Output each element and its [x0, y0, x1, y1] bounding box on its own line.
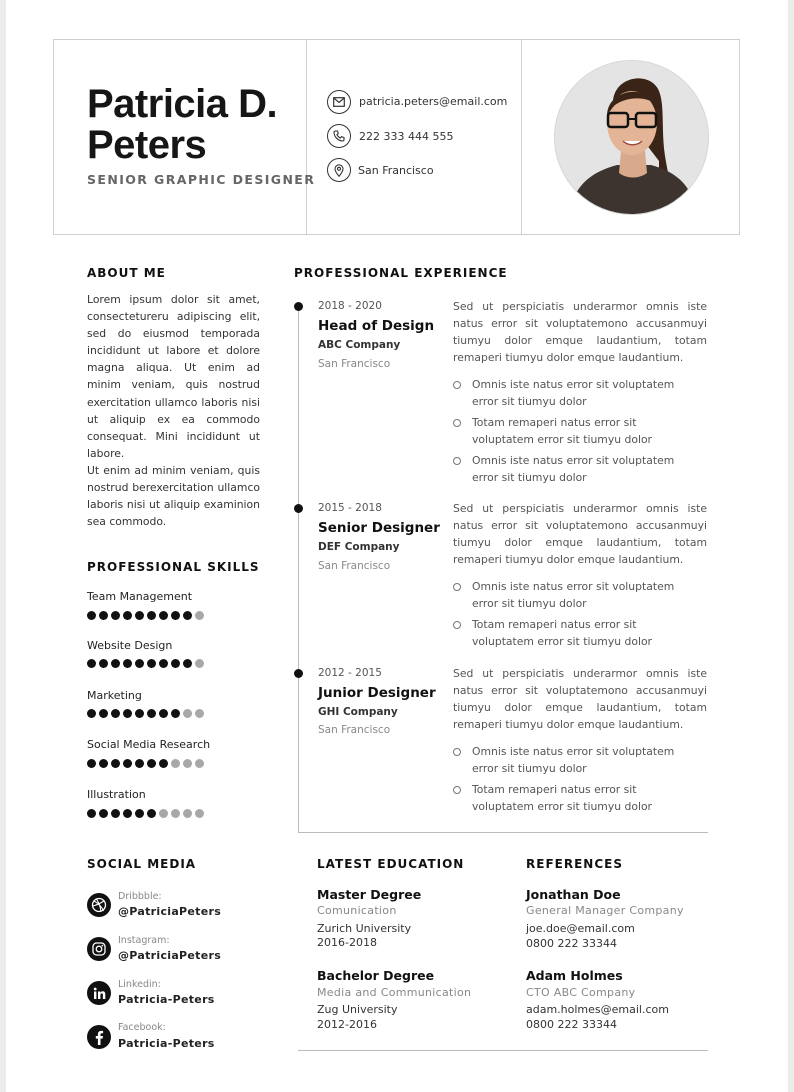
ref-position: General Manager Company [526, 904, 684, 917]
job-role: Junior Designer [318, 685, 436, 701]
email-icon [327, 90, 351, 114]
rating-dot-filled [159, 611, 168, 620]
edu-field: Media and Communication [317, 986, 472, 999]
job-role: Senior Designer [318, 520, 440, 536]
job-dates: 2012 - 2015 [318, 667, 382, 679]
about-title: ABOUT ME [87, 266, 166, 280]
rating-dot-filled [111, 611, 120, 620]
rating-dot-filled [99, 659, 108, 668]
job-title: SENIOR GRAPHIC DESIGNER [87, 172, 316, 187]
header-divider [521, 39, 522, 235]
profile-photo [554, 60, 709, 215]
skills-title: PROFESSIONAL SKILLS [87, 560, 260, 574]
rating-dot-filled [171, 611, 180, 620]
bullet-circle-icon [453, 381, 461, 389]
bullet-circle-icon [453, 786, 461, 794]
job-city: San Francisco [318, 724, 391, 736]
rating-dot-filled [111, 809, 120, 818]
skill-label: Team Management [87, 590, 193, 603]
ref-name: Adam Holmes [526, 968, 623, 983]
job-company: ABC Company [318, 339, 401, 351]
contact-email[interactable]: patricia.peters@email.com [359, 95, 508, 108]
bullet-circle-icon [453, 583, 461, 591]
skill-rating [87, 809, 204, 818]
job-company: DEF Company [318, 541, 400, 553]
rating-dot-filled [111, 659, 120, 668]
edu-field: Comunication [317, 904, 397, 917]
job-bullet: Omnis iste natus error sit voluptatem error sit tiumyu dolor [472, 580, 675, 610]
rating-dot-filled [183, 611, 192, 620]
edu-school: Zurich University [317, 922, 412, 935]
bullet-circle-icon [453, 457, 461, 465]
rating-dot-filled [99, 611, 108, 620]
rating-dot-filled [111, 709, 120, 718]
rating-dot-filled [123, 809, 132, 818]
facebook-icon[interactable] [87, 1025, 111, 1049]
rating-dot-empty [183, 709, 192, 718]
social-handle[interactable]: @PatriciaPeters [118, 949, 222, 962]
social-handle[interactable]: Patricia-Peters [118, 993, 215, 1006]
job-role: Head of Design [318, 318, 435, 334]
rating-dot-filled [159, 659, 168, 668]
rating-dot-empty [195, 659, 204, 668]
education-title: LATEST EDUCATION [317, 857, 465, 871]
rating-dot-empty [195, 809, 204, 818]
skill-label: Website Design [87, 639, 173, 652]
edu-years: 2012-2016 [317, 1018, 377, 1031]
phone-icon [327, 124, 351, 148]
rating-dot-empty [171, 809, 180, 818]
ref-position: CTO ABC Company [526, 986, 636, 999]
skill-label: Marketing [87, 689, 142, 702]
skill-label: Illustration [87, 788, 146, 801]
dribbble-icon[interactable] [87, 893, 111, 917]
about-paragraph-2: Ut enim ad minim veniam, quis nostrud berexercitation ullamco laboris nisi ut aliquip examinion sea commodo. [87, 464, 260, 529]
timeline-dot [294, 504, 303, 513]
footer-divider [298, 1050, 708, 1051]
job-dates: 2018 - 2020 [318, 300, 382, 312]
social-handle[interactable]: Patricia-Peters [118, 1037, 215, 1050]
rating-dot-filled [147, 759, 156, 768]
rating-dot-filled [171, 709, 180, 718]
rating-dot-filled [123, 759, 132, 768]
skill-rating [87, 611, 204, 620]
rating-dot-filled [135, 809, 144, 818]
rating-dot-empty [183, 809, 192, 818]
edu-degree: Master Degree [317, 887, 422, 902]
rating-dot-filled [159, 709, 168, 718]
rating-dot-filled [147, 659, 156, 668]
experience-divider [298, 832, 708, 833]
rating-dot-filled [87, 809, 96, 818]
contact-location: San Francisco [358, 164, 434, 177]
contact-phone: 222 333 444 555 [359, 130, 454, 143]
timeline-dot [294, 302, 303, 311]
rating-dot-filled [135, 759, 144, 768]
location-pin-icon [327, 158, 351, 182]
references-title: REFERENCES [526, 857, 623, 871]
job-description: Sed ut perspiciatis underarmor omnis iste natus error sit voluptatemono accusanmuyi tiumyu dolor emque laudantium, totam remaperi tiumyu dolor emque laudantium. [453, 502, 707, 566]
job-city: San Francisco [318, 560, 391, 572]
job-description: Sed ut perspiciatis underarmor omnis iste natus error sit voluptatemono accusanmuyi tiumyu dolor emque laudantium, totam remaperi tiumyu dolor emque laudantium. [453, 300, 707, 364]
rating-dot-filled [183, 659, 192, 668]
bullet-circle-icon [453, 748, 461, 756]
rating-dot-filled [99, 709, 108, 718]
bullet-circle-icon [453, 621, 461, 629]
rating-dot-empty [183, 759, 192, 768]
rating-dot-filled [147, 611, 156, 620]
linkedin-icon[interactable] [87, 981, 111, 1005]
job-bullet: Totam remaperi natus error sit voluptatem error sit tiumyu dolor [472, 618, 652, 648]
ref-phone: 0800 222 33344 [526, 937, 617, 950]
edu-years: 2016-2018 [317, 936, 377, 949]
about-paragraph-1: Lorem ipsum dolor sit amet, consectetureru adipiscing elit, sed do eiusmod temporada incididunt ut labore et dolore magna aliqua. Ut enim ad minim veniam, quis nostrud exercitation ullamco laboris nisi ut aliquip ex ea commodo consequat. Mini incididunt ut labore. [87, 293, 260, 460]
rating-dot-filled [87, 659, 96, 668]
social-title: SOCIAL MEDIA [87, 857, 197, 871]
name-first: Patricia D. [87, 82, 278, 126]
rating-dot-filled [147, 809, 156, 818]
instagram-icon[interactable] [87, 937, 111, 961]
edu-degree: Bachelor Degree [317, 968, 435, 983]
job-bullet: Totam remaperi natus error sit voluptatem error sit tiumyu dolor [472, 783, 652, 813]
rating-dot-empty [171, 759, 180, 768]
job-company: GHI Company [318, 706, 398, 718]
rating-dot-filled [111, 759, 120, 768]
rating-dot-filled [135, 659, 144, 668]
rating-dot-filled [87, 709, 96, 718]
ref-phone: 0800 222 33344 [526, 1018, 617, 1031]
ref-email[interactable]: adam.holmes@email.com [526, 1003, 669, 1016]
job-bullet: Omnis iste natus error sit voluptatem error sit tiumyu dolor [472, 745, 675, 775]
rating-dot-filled [87, 759, 96, 768]
skill-label: Social Media Research [87, 738, 211, 751]
rating-dot-filled [99, 759, 108, 768]
job-bullet: Omnis iste natus error sit voluptatem error sit tiumyu dolor [472, 454, 675, 484]
timeline-dot [294, 669, 303, 678]
job-city: San Francisco [318, 358, 391, 370]
job-bullet: Totam remaperi natus error sit voluptatem error sit tiumyu dolor [472, 416, 652, 446]
rating-dot-empty [195, 611, 204, 620]
experience-title: PROFESSIONAL EXPERIENCE [294, 266, 508, 280]
rating-dot-filled [87, 611, 96, 620]
social-handle[interactable]: @PatriciaPeters [118, 905, 222, 918]
ref-name: Jonathan Doe [526, 887, 621, 902]
header-divider [306, 39, 307, 235]
rating-dot-filled [135, 709, 144, 718]
ref-email[interactable]: joe.doe@email.com [526, 922, 635, 935]
rating-dot-filled [171, 659, 180, 668]
rating-dot-filled [135, 611, 144, 620]
bullet-circle-icon [453, 419, 461, 427]
name-last: Peters [87, 123, 207, 167]
edu-school: Zug University [317, 1003, 398, 1016]
rating-dot-filled [99, 809, 108, 818]
social-label: Instagram: [118, 935, 170, 946]
skill-rating [87, 759, 204, 768]
job-dates: 2015 - 2018 [318, 502, 382, 514]
timeline-line [298, 308, 299, 832]
rating-dot-empty [159, 809, 168, 818]
rating-dot-empty [195, 759, 204, 768]
skill-rating [87, 709, 204, 718]
rating-dot-filled [123, 709, 132, 718]
rating-dot-filled [159, 759, 168, 768]
social-label: Dribbble: [118, 891, 162, 902]
social-label: Linkedin: [118, 979, 161, 990]
rating-dot-empty [195, 709, 204, 718]
job-description: Sed ut perspiciatis underarmor omnis iste natus error sit voluptatemono accusanmuyi tiumyu dolor emque laudantium, totam remaperi tiumyu dolor emque laudantium. [453, 667, 707, 731]
social-label: Facebook: [118, 1022, 166, 1033]
rating-dot-filled [123, 611, 132, 620]
rating-dot-filled [123, 659, 132, 668]
job-bullet: Omnis iste natus error sit voluptatem error sit tiumyu dolor [472, 378, 675, 408]
rating-dot-filled [147, 709, 156, 718]
skill-rating [87, 659, 204, 668]
